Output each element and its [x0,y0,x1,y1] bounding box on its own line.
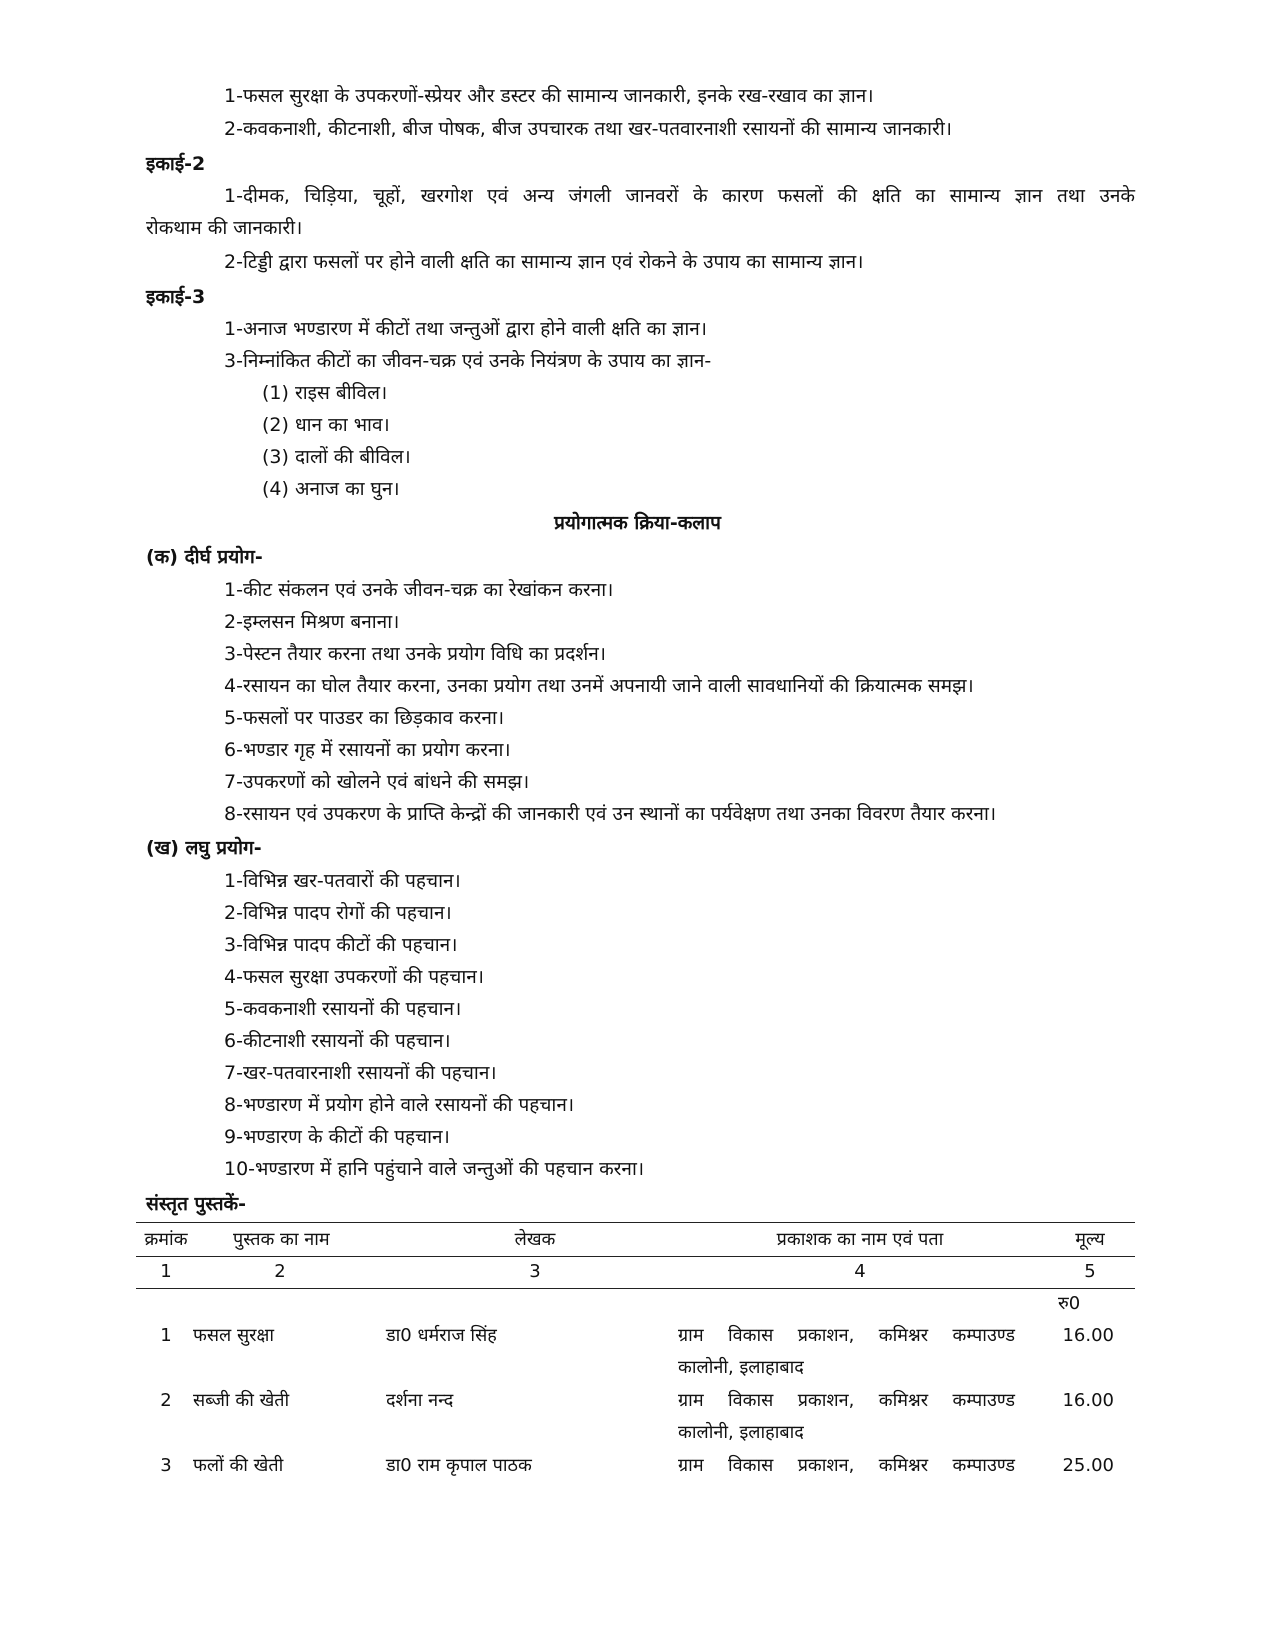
long-item-7: 7-उपकरणों को खोलने एवं बांधने की समझ। [224,771,530,793]
long-item-4: 4-रसायन का घोल तैयार करना, उनका प्रयोग तथा उनमें अपनायी जाने वाली सावधानियों की क्रियात्मक समझ। [224,675,974,697]
table-row-2-publisher-line1: ग्राम विकास प्रकाशन, कमिश्नर कम्पाउण्ड [678,1390,1015,1411]
short-item-6: 6-कीटनाशी रसायनों की पहचान। [224,1030,451,1052]
table-row-3-author: डा0 राम कृपाल पाठक [386,1455,532,1476]
table-row-1-serial: 1 [160,1325,172,1346]
unit3-subitem-1: (1) राइस बीविल। [262,382,388,404]
col-header-author: लेखक [514,1229,556,1250]
unit3-heading: इकाई-3 [146,286,206,308]
col-number-5: 5 [1084,1261,1096,1282]
short-item-9: 9-भण्डारण के कीटों की पहचान। [224,1126,450,1148]
practical-title: प्रयोगात्मक क्रिया-कलाप [554,512,721,534]
books-heading: संस्तृत पुस्तकें- [146,1193,247,1215]
table-row-3-price: 25.00 [1062,1455,1114,1476]
header-bottom-rule [136,1288,1135,1289]
short-item-4: 4-फसल सुरक्षा उपकरणों की पहचान। [224,966,484,988]
short-item-5: 5-कवकनाशी रसायनों की पहचान। [224,998,462,1020]
short-experiments-heading: (ख) लघु प्रयोग- [146,837,262,859]
table-row-3-publisher-line1: ग्राम विकास प्रकाशन, कमिश्नर कम्पाउण्ड [678,1455,1015,1476]
table-row-2-publisher-line2: कालोनी, इलाहाबाद [678,1422,804,1443]
col-header-publisher: प्रकाशक का नाम एवं पता [776,1229,944,1250]
table-top-rule [136,1222,1135,1223]
unit3-subitem-3: (3) दालों की बीविल। [262,446,411,468]
unit3-item-3: 3-निम्नांकित कीटों का जीवन-चक्र एवं उनके नियंत्रण के उपाय का ज्ञान- [224,350,712,372]
short-item-10: 10-भण्डारण में हानि पहुंचाने वाले जन्तुओं की पहचान करना। [224,1158,645,1180]
table-row-1-author: डा0 धर्मराज सिंह [386,1325,497,1346]
table-row-3-title: फलों की खेती [193,1455,284,1476]
unit1-item-1: 1-फसल सुरक्षा के उपकरणों-स्प्रेयर और डस्टर की सामान्य जानकारी, इनके रख-रखाव का ज्ञान। [224,85,874,107]
table-row-3-serial: 3 [160,1455,172,1476]
header-mid-rule [136,1256,1135,1257]
col-number-2: 2 [274,1261,286,1282]
col-number-4: 4 [854,1261,866,1282]
col-header-serial: क्रमांक [144,1229,188,1250]
unit2-heading: इकाई-2 [146,153,206,175]
long-item-8: 8-रसायन एवं उपकरण के प्राप्ति केन्द्रों की जानकारी एवं उन स्थानों का पर्यवेक्षण तथा उनका विवरण तैयार करना। [224,803,997,825]
col-number-1: 1 [160,1261,172,1282]
unit3-subitem-4: (4) अनाज का घुन। [262,478,400,500]
short-item-2: 2-विभिन्न पादप रोगों की पहचान। [224,902,452,924]
table-row-1-publisher-line2: कालोनी, इलाहाबाद [678,1357,804,1378]
long-item-1: 1-कीट संकलन एवं उनके जीवन-चक्र का रेखांकन करना। [224,579,614,601]
currency-label: रु0 [1058,1293,1081,1314]
table-row-1-publisher-line1: ग्राम विकास प्रकाशन, कमिश्नर कम्पाउण्ड [678,1325,1015,1346]
col-header-title: पुस्तक का नाम [233,1229,330,1250]
unit2-item-2: 2-टिड्डी द्वारा फसलों पर होने वाली क्षति का सामान्य ज्ञान एवं रोकने के उपाय का सामान्य ज्ञान। [224,251,864,273]
table-row-2-serial: 2 [160,1390,172,1411]
unit1-item-2: 2-कवकनाशी, कीटनाशी, बीज पोषक, बीज उपचारक तथा खर-पतवारनाशी रसायनों की सामान्य जानकारी। [224,118,952,140]
long-item-6: 6-भण्डार गृह में रसायनों का प्रयोग करना। [224,739,511,761]
long-item-5: 5-फसलों पर पाउडर का छिड़काव करना। [224,707,505,729]
table-row-1-price: 16.00 [1062,1325,1114,1346]
unit3-subitem-2: (2) धान का भाव। [262,414,390,436]
unit2-item-1-line1: 1-दीमक, चिड़िया, चूहों, खरगोश एवं अन्य जंगली जानवरों के कारण फसलों की क्षति का सामान्य ज्ञान तथा उनके [224,185,1135,207]
col-header-price: मूल्य [1075,1229,1105,1250]
short-item-3: 3-विभिन्न पादप कीटों की पहचान। [224,934,458,956]
long-item-2: 2-इम्लसन मिश्रण बनाना। [224,611,400,633]
col-number-3: 3 [529,1261,541,1282]
unit3-item-1: 1-अनाज भण्डारण में कीटों तथा जन्तुओं द्वारा होने वाली क्षति का ज्ञान। [224,318,708,340]
table-row-1-title: फसल सुरक्षा [193,1325,275,1346]
long-experiments-heading: (क) दीर्घ प्रयोग- [146,546,263,568]
table-row-2-price: 16.00 [1062,1390,1114,1411]
short-item-7: 7-खर-पतवारनाशी रसायनों की पहचान। [224,1062,497,1084]
table-row-2-title: सब्जी की खेती [193,1390,290,1411]
unit2-item-1-line2: रोकथाम की जानकारी। [146,217,303,239]
short-item-1: 1-विभिन्न खर-पतवारों की पहचान। [224,870,461,892]
short-item-8: 8-भण्डारण में प्रयोग होने वाले रसायनों की पहचान। [224,1094,575,1116]
long-item-3: 3-पेस्टन तैयार करना तथा उनके प्रयोग विधि का प्रदर्शन। [224,643,606,665]
table-row-2-author: दर्शना नन्द [386,1390,454,1411]
